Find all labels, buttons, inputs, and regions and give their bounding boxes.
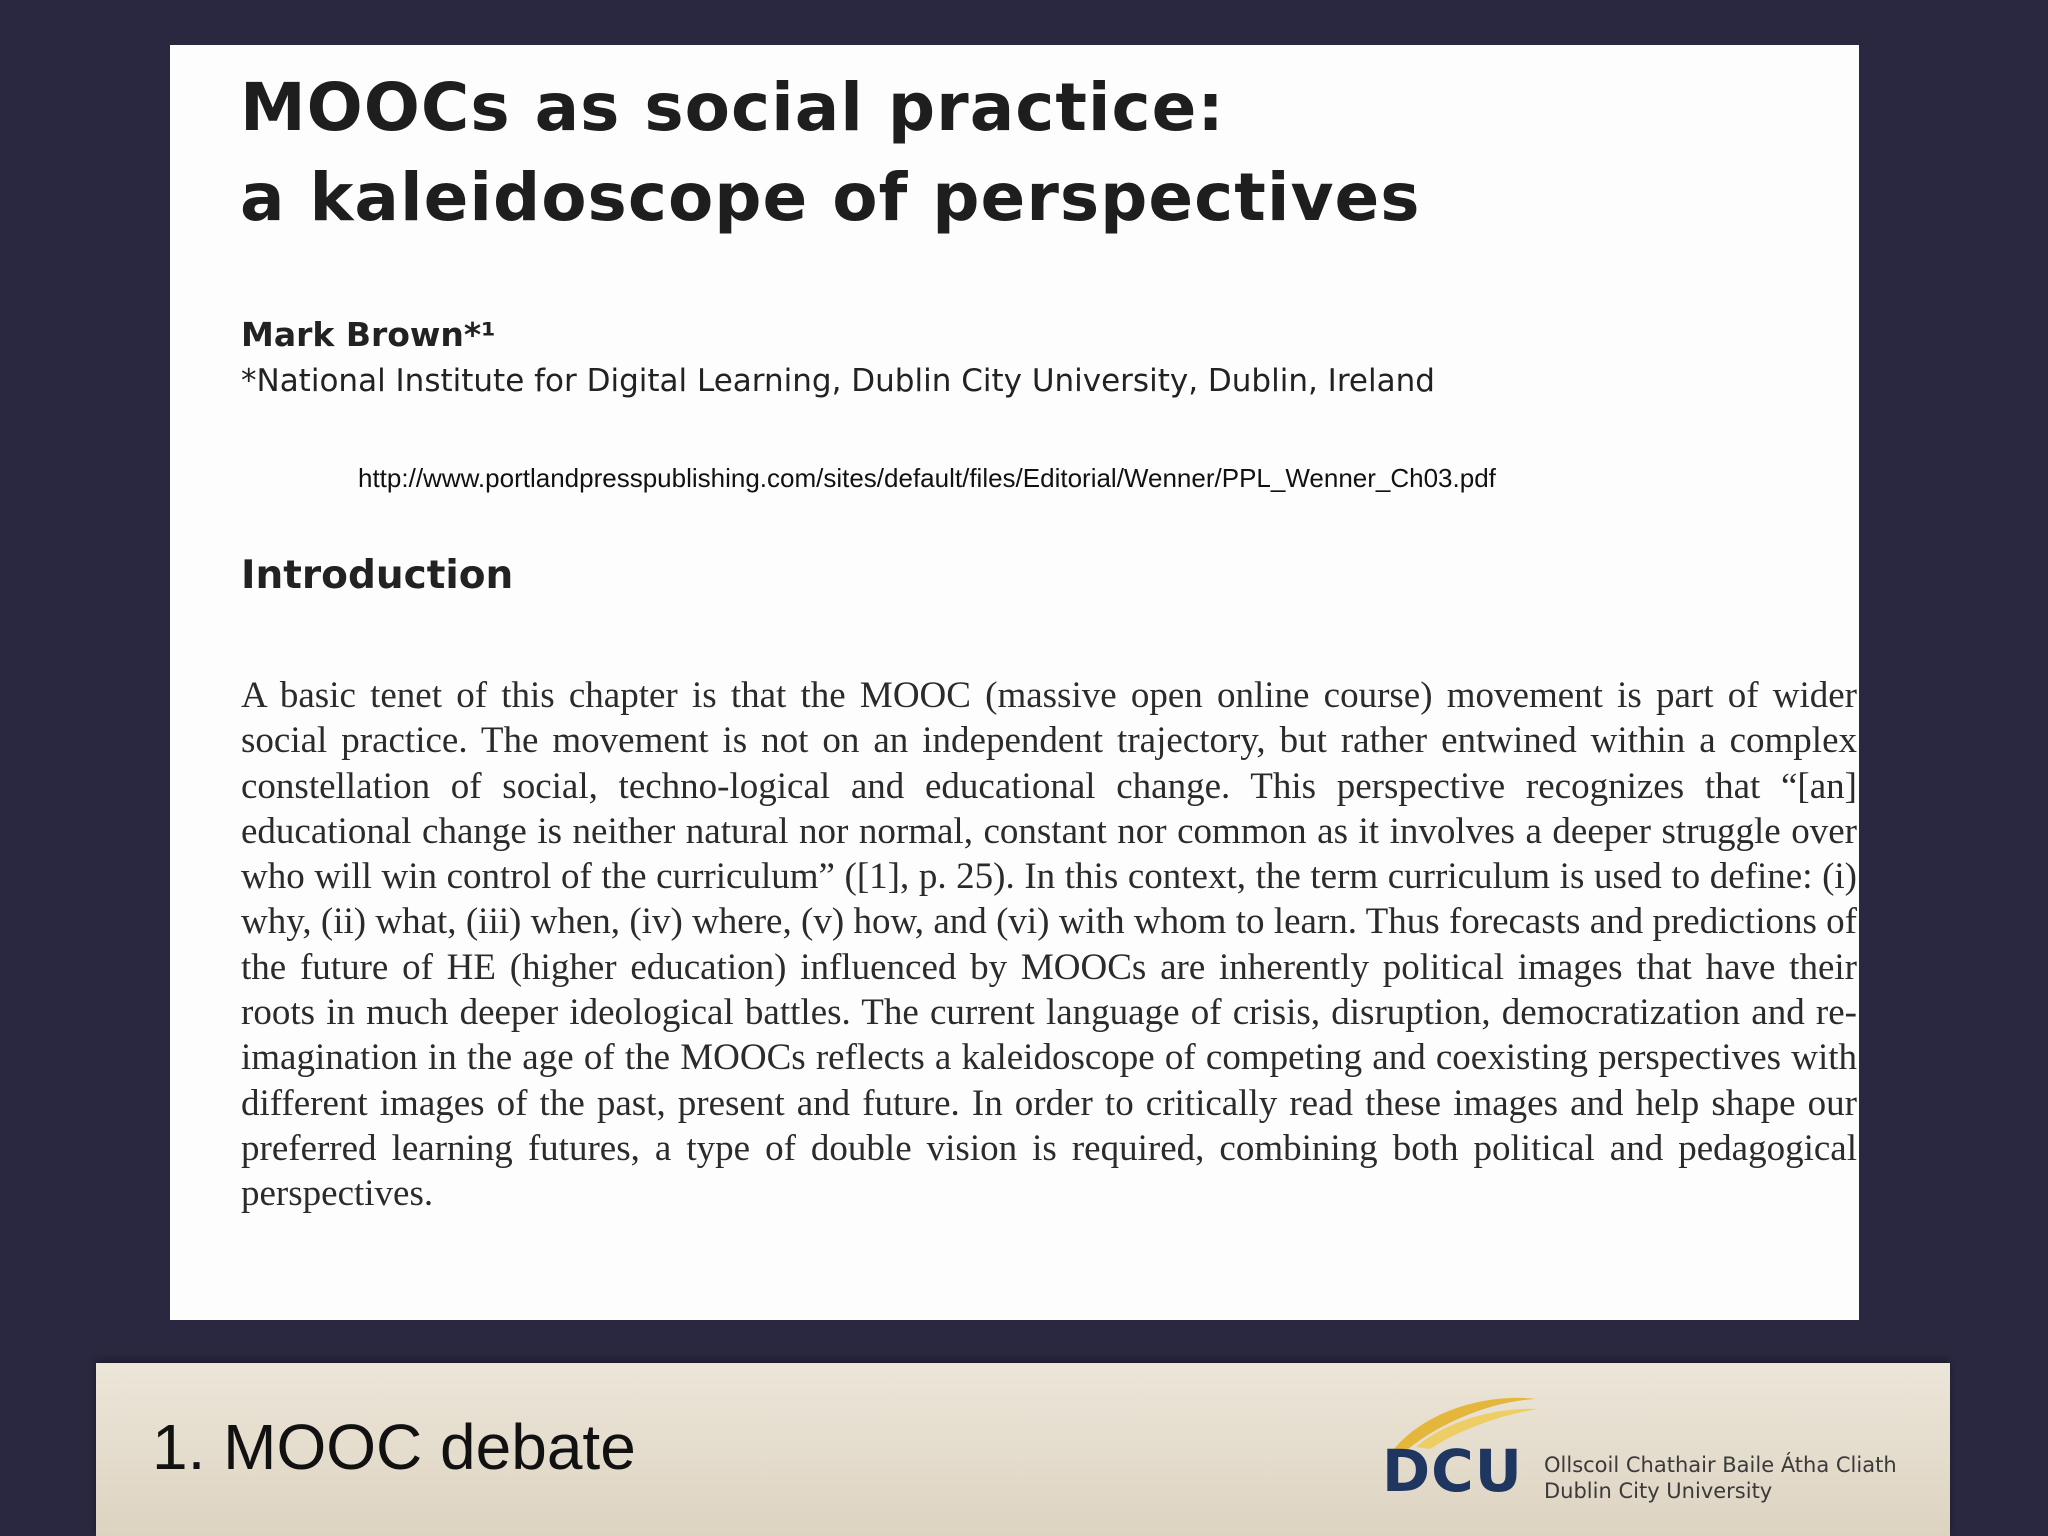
paper-affiliation: *National Institute for Digital Learning, Dublin City University, Dublin, Ireland bbox=[241, 363, 1435, 399]
paper-title-line-1: MOOCs as social practice: bbox=[240, 69, 1225, 146]
slide-title: 1. MOOC debate bbox=[152, 1411, 636, 1483]
section-heading: Introduction bbox=[241, 553, 514, 598]
dcu-english-name: Dublin City University bbox=[1544, 1479, 1773, 1503]
paper-excerpt-image bbox=[170, 45, 1859, 1320]
dcu-logo bbox=[1376, 1391, 1936, 1511]
source-url: http://www.portlandpresspublishing.com/sites/default/files/Editorial/Wenner/PPL_Wenner_Ch03.pdf bbox=[358, 463, 1496, 493]
paper-title-line-2: a kaleidoscope of perspectives bbox=[240, 159, 1421, 236]
intro-paragraph: A basic tenet of this chapter is that the MOOC (massive open online course) movement is part of wider social practice. The movement is not on an independent trajectory, but rather entwined within a complex constellation of social, techno-logical and educational change. This perspective recognizes that “[an] educational change is neither natural nor normal, constant nor common as it involves a deeper struggle over who will win control of the curriculum” ([1], p. 25). In this context, the term curriculum is used to define: (i) why, (ii) what, (iii) when, (iv) where, (v) how, and (vi) with whom to learn. Thus forecasts and predictions of the future of HE (higher education) influenced by MOOCs are inherently political images that have their roots in much deeper ideological battles. The current language of crisis, disruption, democratization and re-imagination in the age of the MOOCs reflects a kaleidoscope of competing and coexisting perspectives with different images of the past, present and future. In order to critically read these images and help shape our preferred learning futures, a type of double vision is required, combining both political and pedagogical perspectives. bbox=[241, 675, 1857, 1215]
dcu-wordmark: DCU bbox=[1382, 1437, 1523, 1505]
paper-author: Mark Brown*¹ bbox=[241, 315, 496, 354]
slide-footer bbox=[96, 1363, 1950, 1536]
dcu-irish-name: Ollscoil Chathair Baile Átha Cliath bbox=[1544, 1453, 1897, 1477]
paper-title bbox=[240, 63, 1421, 243]
